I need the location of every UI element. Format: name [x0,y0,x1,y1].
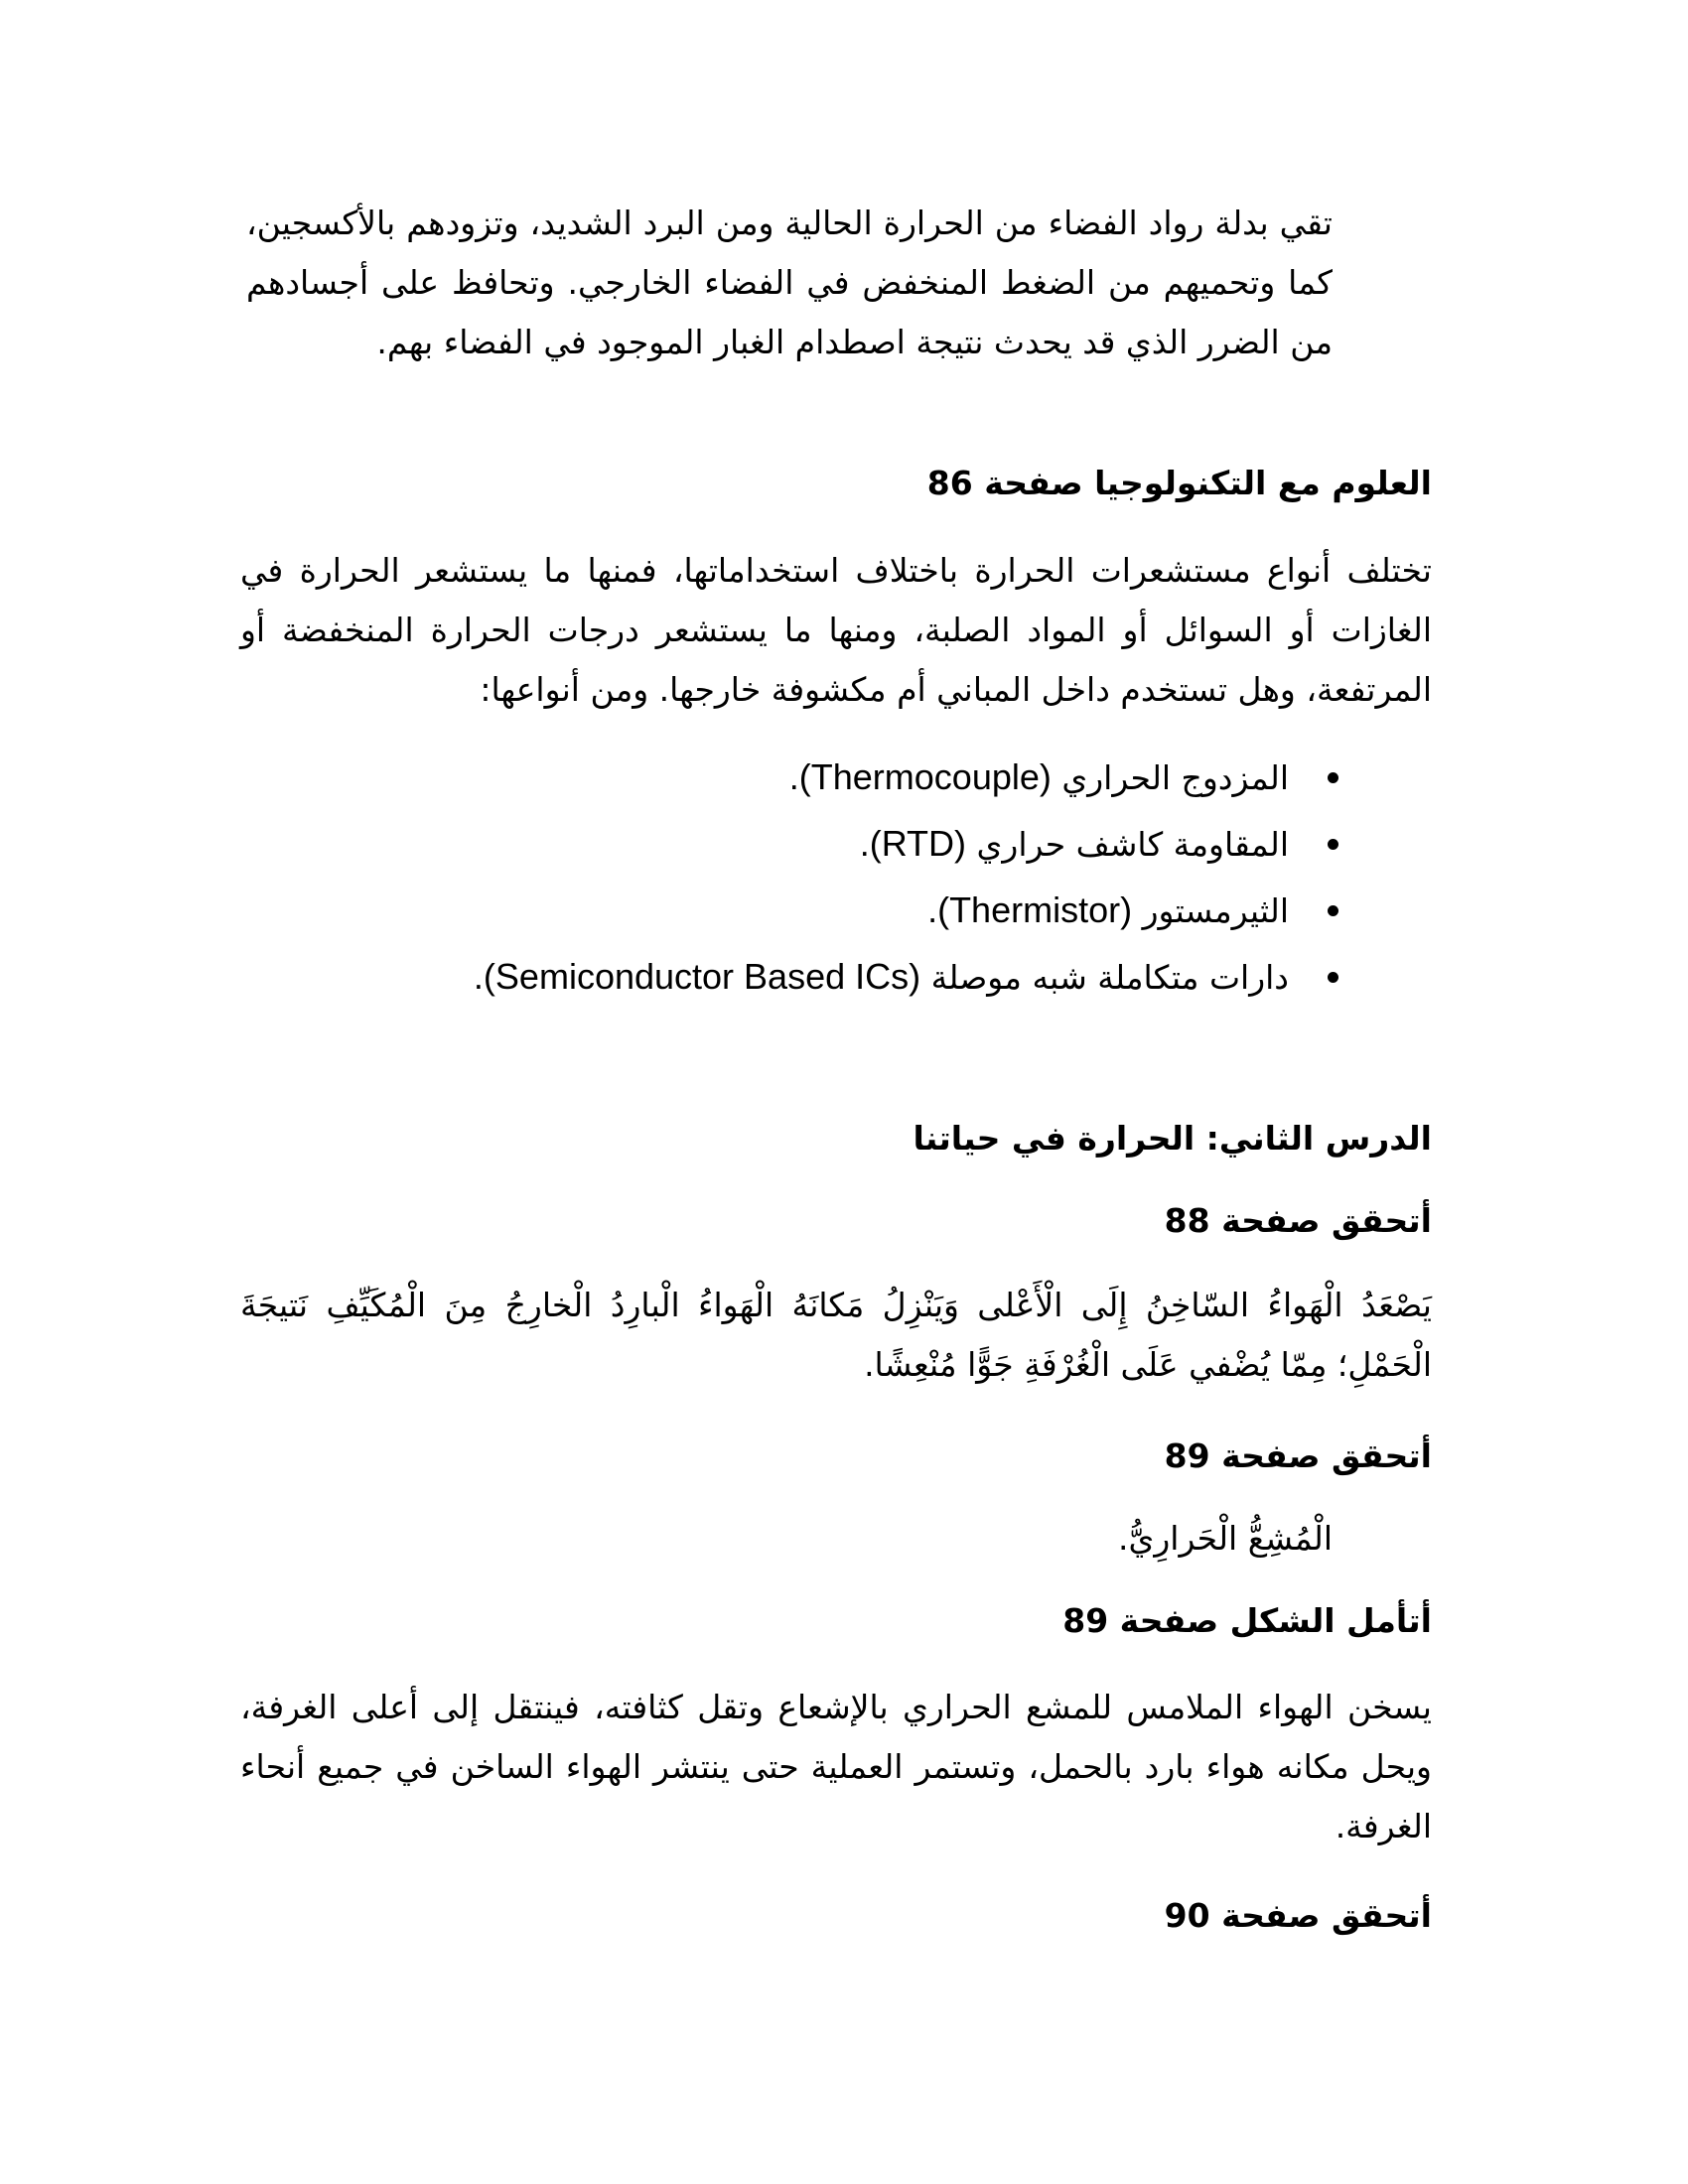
item-latin: (Thermocouple). [788,756,1052,797]
heading-check-89: أتحقق صفحة 89 [1164,1436,1432,1475]
item-arabic: المزدوج الحراري [1061,758,1289,797]
bullet-icon [1328,839,1338,850]
bullet-icon [1328,772,1338,783]
list-item [474,745,1338,811]
check-88-paragraph: يَصْعَدُ الْهَواءُ السّاخِنُ إِلَى الْأَعْلى وَيَنْزِلُ مَكانَهُ الْهَواءُ الْبارِدُ الْخارِجُ مِنَ الْمُكَيِّفِ نَتيجَةَ الْحَمْلِ؛ مِمّا يُضْفي عَلَى الْغُرْفَةِ جَوًّا مُنْعِشًا. [240,1286,1432,1384]
bullet-icon [1328,972,1338,983]
heading-check-90: أتحقق صفحة 90 [1164,1896,1432,1935]
heading-figure-89: أتأمل الشكل صفحة 89 [1062,1601,1432,1640]
item-arabic: المقاومة كاشف حراري [976,825,1289,864]
item-arabic: دارات متكاملة شبه موصلة [930,958,1289,997]
check-89-answer: الْمُشِعُّ الْحَرارِيُّ. [1118,1519,1333,1558]
lesson-title: الدرس الثاني: الحرارة في حياتنا [913,1119,1432,1158]
item-latin: (Semiconductor Based ICs). [473,956,921,997]
item-arabic: الثيرمستور [1142,891,1289,930]
sensors-paragraph: تختلف أنواع مستشعرات الحرارة باختلاف استخداماتها، فمنها ما يستشعر الحرارة في الغازات أو السوائل أو المواد الصلبة، ومنها ما يستشعر درجات الحرارة المنخفضة أو المرتفعة، وهل تستخدم داخل المباني أم مكشوفة خارجها. ومن أنواعها: [240,551,1432,709]
list-item [474,811,1338,878]
figure-89-paragraph: يسخن الهواء الملامس للمشع الحراري بالإشعاع وتقل كثافته، فينتقل إلى أعلى الغرفة، ويحل مكانه هواء بارد بالحمل، وتستمر العملية حتى ينتشر الهواء الساخن في جميع أنحاء الغرفة. [240,1688,1432,1845]
sensor-types-list [474,745,1338,1011]
bullet-icon [1328,905,1338,916]
item-latin: (RTD). [859,823,967,864]
intro-paragraph: تقي بدلة رواد الفضاء من الحرارة الحالية ومن البرد الشديد، وتزودهم بالأكسجين، كما وتحميهم من الضغط المنخفض في الفضاء الخارجي. وتحافظ على أجسادهم من الضرر الذي قد يحدث نتيجة اصطدام الغبار الموجود في الفضاء بهم. [246,204,1333,361]
heading-science-technology: العلوم مع التكنولوجيا صفحة 86 [926,464,1432,502]
list-item [474,878,1338,944]
heading-check-88: أتحقق صفحة 88 [1164,1201,1432,1240]
item-latin: (Thermistor). [927,889,1133,930]
list-item [474,944,1338,1011]
